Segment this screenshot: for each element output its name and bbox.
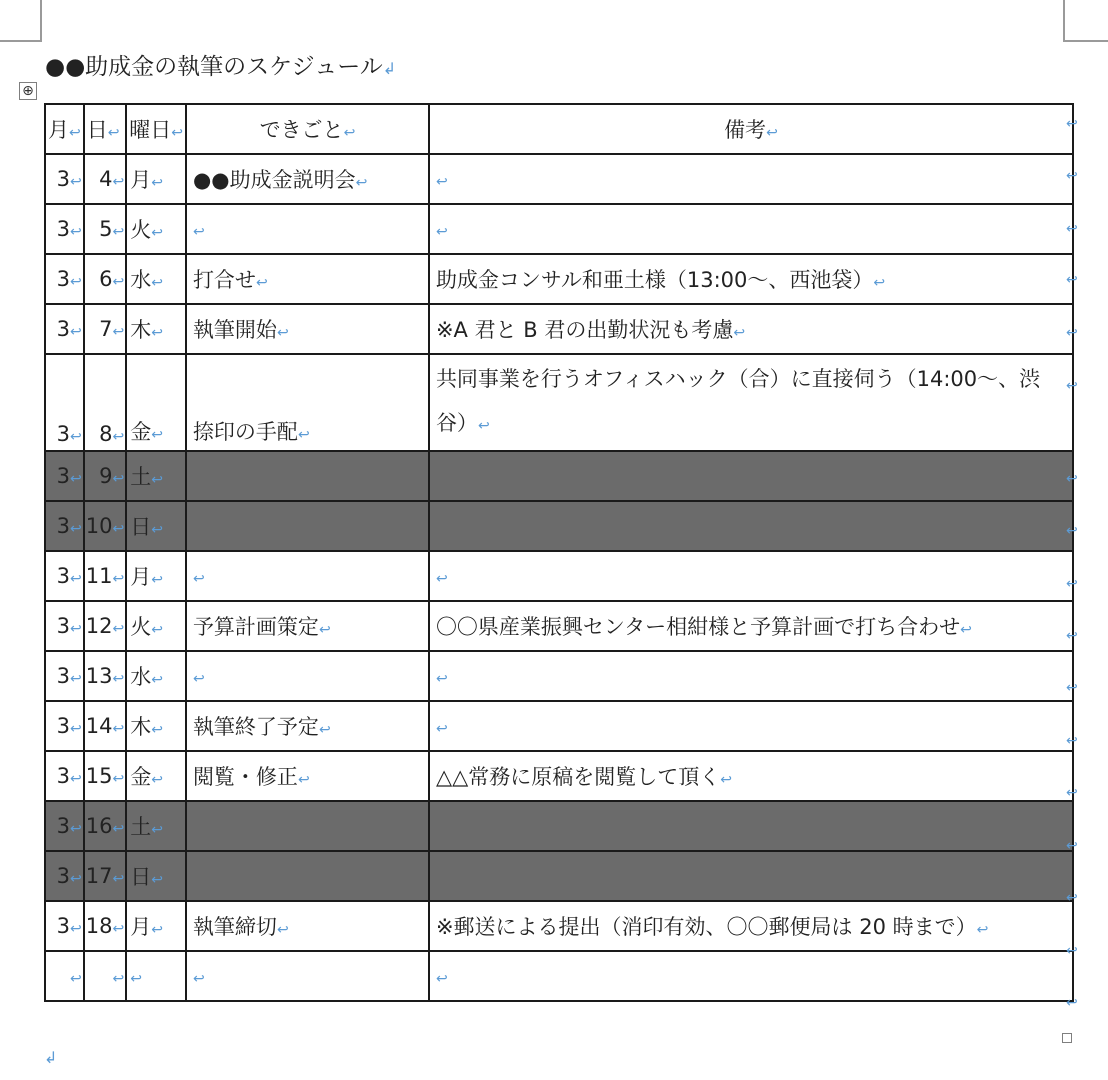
- cell-month-text: 3: [56, 664, 70, 688]
- cell-event-text: 捺印の手配: [192, 420, 298, 444]
- row-end-mark-icon: ↩: [1066, 471, 1078, 487]
- cell-mark-icon: ↩: [766, 125, 778, 141]
- cell-weekday[interactable]: [126, 651, 186, 701]
- cell-note[interactable]: [429, 451, 1073, 501]
- cell-note-text: 〇〇県産業振興センター相紺様と予算計画で打ち合わせ: [435, 615, 961, 639]
- cell-weekday-text: 木: [130, 715, 152, 739]
- crop-mark-top-left-vertical: [40, 0, 42, 42]
- cell-note[interactable]: [429, 901, 1073, 951]
- cell-note-text: 共同事業を行うオフィスハック（合）に直接伺う（14:00〜、渋谷）: [435, 367, 1041, 435]
- table-header-row: [45, 104, 1073, 154]
- table-row: [45, 304, 1073, 354]
- cell-mark-icon: ↩: [70, 671, 82, 687]
- row-end-mark-icon: ↩: [1066, 116, 1078, 132]
- cell-event-text: 閲覧・修正: [192, 765, 298, 789]
- cell-mark-icon: ↩: [70, 771, 82, 787]
- cell-mark-icon: ↩: [435, 971, 448, 987]
- cell-event-text: 打合せ: [192, 268, 256, 292]
- cell-day-text: 12: [85, 614, 113, 638]
- cell-month[interactable]: [45, 851, 84, 901]
- cell-mark-icon: ↩: [112, 971, 125, 987]
- row-end-mark-icon: ↩: [1066, 733, 1078, 749]
- table-row: [45, 501, 1073, 551]
- cell-event[interactable]: [186, 204, 429, 254]
- cell-mark-icon: ↩: [435, 571, 448, 587]
- cell-weekday-text: 木: [130, 318, 152, 342]
- cell-day-text: 5: [99, 217, 113, 241]
- cell-day-text: 10: [85, 514, 113, 538]
- cell-mark-icon: ↩: [151, 672, 163, 688]
- cell-mark-icon: ↩: [151, 275, 163, 291]
- cell-weekday-text: 金: [130, 420, 152, 444]
- table-row: [45, 801, 1073, 851]
- cell-weekday[interactable]: [126, 601, 186, 651]
- cell-month-text: 3: [56, 614, 70, 638]
- cell-event[interactable]: [186, 951, 429, 1001]
- cell-month[interactable]: [45, 951, 84, 1001]
- table-move-handle-icon[interactable]: ⊕: [19, 82, 37, 100]
- table-row: [45, 851, 1073, 901]
- cell-mark-icon: ↩: [435, 721, 448, 737]
- cell-mark-icon: ↩: [151, 922, 163, 938]
- cell-month[interactable]: [45, 651, 84, 701]
- row-end-mark-icon: ↩: [1066, 838, 1078, 854]
- cell-note-text: 助成金コンサル和亜土様（13:00〜、西池袋）: [435, 268, 874, 292]
- cell-event-text: 予算計画策定: [192, 615, 319, 639]
- cell-mark-icon: ↩: [70, 971, 82, 987]
- cell-month[interactable]: [45, 801, 84, 851]
- cell-day[interactable]: [84, 851, 126, 901]
- row-end-mark-icon: ↩: [1066, 325, 1078, 341]
- cell-mark-icon: ↩: [112, 571, 125, 587]
- cell-note[interactable]: [429, 751, 1073, 801]
- cell-month-text: 3: [56, 814, 70, 838]
- cell-mark-icon: ↩: [70, 871, 82, 887]
- cell-month-text: 3: [56, 317, 70, 341]
- cell-mark-icon: ↩: [112, 671, 125, 687]
- cell-mark-icon: ↩: [960, 622, 972, 638]
- cell-day-text: 17: [85, 864, 113, 888]
- cell-weekday-text: 火: [130, 615, 152, 639]
- cell-month-text: 3: [56, 514, 70, 538]
- cell-day[interactable]: [84, 801, 126, 851]
- cell-weekday[interactable]: [126, 801, 186, 851]
- cell-day-text: 6: [99, 267, 113, 291]
- cell-weekday-text: 月: [130, 915, 152, 939]
- cell-day[interactable]: [84, 751, 126, 801]
- row-end-mark-icon: ↩: [1066, 890, 1078, 906]
- cell-mark-icon: ↩: [112, 871, 125, 887]
- cell-mark-icon: ↩: [70, 224, 82, 240]
- cell-mark-icon: ↩: [151, 175, 163, 191]
- cell-mark-icon: ↩: [151, 225, 163, 241]
- cell-mark-icon: ↩: [112, 224, 125, 240]
- cell-weekday[interactable]: [126, 901, 186, 951]
- cell-mark-icon: ↩: [112, 521, 125, 537]
- cell-mark-icon: ↩: [112, 174, 125, 190]
- cell-day[interactable]: [84, 551, 126, 601]
- cell-note[interactable]: [429, 204, 1073, 254]
- cell-mark-icon: ↩: [112, 821, 125, 837]
- row-end-mark-icon: ↩: [1066, 943, 1078, 959]
- cell-mark-icon: ↩: [151, 325, 163, 341]
- cell-mark-icon: ↩: [112, 274, 125, 290]
- cell-weekday[interactable]: [126, 154, 186, 204]
- cell-mark-icon: ↩: [70, 621, 82, 637]
- cell-mark-icon: ↩: [70, 921, 82, 937]
- cell-month-text: 3: [56, 167, 70, 191]
- cell-note-text: ※A 君と B 君の出勤状況も考慮: [435, 318, 734, 342]
- cell-day-text: 9: [99, 464, 113, 488]
- header-cell-weekday[interactable]: 曜日↩: [126, 104, 186, 154]
- cell-day-text: 16: [85, 814, 113, 838]
- cell-weekday-text: 月: [130, 168, 152, 192]
- header-cell-day[interactable]: 日↩: [84, 104, 126, 154]
- cell-event[interactable]: [186, 551, 429, 601]
- cell-month-text: 3: [56, 864, 70, 888]
- cell-mark-icon: ↩: [112, 721, 125, 737]
- cell-event[interactable]: [186, 254, 429, 304]
- cell-mark-icon: ↩: [976, 922, 989, 938]
- cell-day-text: 4: [99, 167, 113, 191]
- cell-day-text: 7: [99, 317, 113, 341]
- row-end-mark-icon: ↩: [1066, 168, 1078, 184]
- row-end-mark-icon: ↩: [1066, 995, 1078, 1011]
- row-end-mark-icon: ↩: [1066, 576, 1078, 592]
- cell-month-text: 3: [56, 217, 70, 241]
- document-title-text: ●●助成金の執筆のスケジュール: [45, 54, 383, 80]
- cell-note[interactable]: [429, 304, 1073, 354]
- table-row: [45, 551, 1073, 601]
- cell-month[interactable]: [45, 501, 84, 551]
- cell-note[interactable]: [429, 551, 1073, 601]
- cell-weekday-text: 日: [130, 865, 152, 889]
- cell-month[interactable]: [45, 751, 84, 801]
- table-resize-handle[interactable]: [1062, 1033, 1072, 1043]
- cell-mark-icon: ↩: [151, 522, 163, 538]
- cell-mark-icon: ↩: [107, 125, 120, 141]
- cell-day[interactable]: [84, 601, 126, 651]
- cell-weekday[interactable]: [126, 204, 186, 254]
- paragraph-mark-icon: ↲: [382, 59, 397, 78]
- header-cell-event[interactable]: できごと↩: [186, 104, 429, 154]
- cell-day[interactable]: [84, 951, 126, 1001]
- crop-mark-top-left-horizontal: [0, 40, 42, 42]
- cell-note[interactable]: [429, 701, 1073, 751]
- table-row: [45, 701, 1073, 751]
- cell-note[interactable]: [429, 501, 1073, 551]
- cell-mark-icon: ↩: [112, 324, 125, 340]
- cell-day[interactable]: [84, 451, 126, 501]
- cell-weekday-text: 水: [130, 665, 152, 689]
- cell-mark-icon: ↩: [171, 125, 183, 141]
- cell-mark-icon: ↩: [297, 427, 310, 443]
- cell-mark-icon: ↩: [720, 772, 732, 788]
- cell-day[interactable]: [84, 901, 126, 951]
- cell-mark-icon: ↩: [477, 418, 490, 434]
- cell-day-text: 11: [85, 564, 113, 588]
- cell-mark-icon: ↩: [192, 571, 205, 587]
- cell-month[interactable]: [45, 254, 84, 304]
- cell-day-text: 15: [85, 764, 113, 788]
- cell-mark-icon: ↩: [151, 472, 163, 488]
- cell-weekday[interactable]: [126, 304, 186, 354]
- cell-mark-icon: ↩: [112, 471, 125, 487]
- cell-weekday[interactable]: [126, 701, 186, 751]
- cell-month-text: 3: [56, 464, 70, 488]
- cell-weekday-text: 土: [130, 815, 152, 839]
- cell-day[interactable]: [84, 204, 126, 254]
- cell-mark-icon: ↩: [70, 571, 82, 587]
- table-row: [45, 951, 1073, 1001]
- cell-mark-icon: ↩: [151, 722, 163, 738]
- row-end-mark-icon: ↩: [1066, 785, 1078, 801]
- cell-mark-icon: ↩: [192, 671, 205, 687]
- cell-event[interactable]: [186, 851, 429, 901]
- cell-event-text: 執筆締切: [192, 915, 277, 939]
- cell-day[interactable]: [84, 701, 126, 751]
- row-end-mark-icon: ↩: [1066, 221, 1078, 237]
- cell-day[interactable]: [84, 304, 126, 354]
- cell-weekday-text: 月: [130, 565, 152, 589]
- cell-day[interactable]: [84, 254, 126, 304]
- cell-mark-icon: ↩: [70, 721, 82, 737]
- cell-weekday[interactable]: [126, 551, 186, 601]
- cell-note-text: ※郵送による提出（消印有効、〇〇郵便局は 20 時まで）: [435, 915, 977, 939]
- cell-month[interactable]: [45, 204, 84, 254]
- cell-mark-icon: ↩: [255, 275, 268, 291]
- cell-note[interactable]: [429, 354, 1073, 451]
- cell-weekday-text: 水: [130, 268, 152, 292]
- cell-weekday[interactable]: [126, 451, 186, 501]
- table-row: [45, 601, 1073, 651]
- row-end-mark-icon: ↩: [1066, 378, 1078, 394]
- cell-weekday[interactable]: [126, 254, 186, 304]
- cell-mark-icon: ↩: [318, 622, 331, 638]
- cell-note[interactable]: [429, 651, 1073, 701]
- cell-event[interactable]: [186, 701, 429, 751]
- cell-month-text: 3: [56, 764, 70, 788]
- cell-mark-icon: ↩: [355, 175, 368, 191]
- cell-weekday[interactable]: [126, 501, 186, 551]
- final-paragraph-mark-icon: ↲: [44, 1048, 58, 1067]
- cell-month[interactable]: [45, 154, 84, 204]
- table-row: [45, 354, 1073, 451]
- cell-note[interactable]: [429, 601, 1073, 651]
- cell-weekday-text: 金: [130, 765, 152, 789]
- cell-event-text: ●●助成金説明会: [192, 168, 356, 192]
- cell-day[interactable]: [84, 501, 126, 551]
- cell-day-text: 13: [85, 664, 113, 688]
- cell-note[interactable]: [429, 851, 1073, 901]
- cell-mark-icon: ↩: [151, 772, 163, 788]
- cell-month[interactable]: [45, 551, 84, 601]
- cell-note[interactable]: [429, 951, 1073, 1001]
- row-end-mark-icon: ↩: [1066, 272, 1078, 288]
- cell-event[interactable]: [186, 354, 429, 451]
- cell-weekday-text: 火: [130, 218, 152, 242]
- cell-day-text: 14: [85, 714, 113, 738]
- table-row: [45, 254, 1073, 304]
- cell-event[interactable]: [186, 154, 429, 204]
- cell-month-text: 3: [56, 422, 70, 446]
- cell-note[interactable]: [429, 801, 1073, 851]
- cell-mark-icon: ↩: [112, 429, 125, 445]
- cell-day-text: 18: [85, 914, 113, 938]
- cell-mark-icon: ↩: [112, 921, 125, 937]
- cell-month-text: 3: [56, 267, 70, 291]
- cell-event-text: 執筆開始: [192, 318, 277, 342]
- crop-mark-top-right-horizontal: [1063, 40, 1108, 42]
- cell-mark-icon: ↩: [70, 174, 82, 190]
- cell-mark-icon: ↩: [151, 872, 163, 888]
- cell-weekday[interactable]: [126, 751, 186, 801]
- cell-day[interactable]: [84, 354, 126, 451]
- schedule-table[interactable]: [44, 103, 1074, 1002]
- cell-mark-icon: ↩: [151, 622, 163, 638]
- cell-mark-icon: ↩: [151, 822, 163, 838]
- table-row: [45, 651, 1073, 701]
- header-cell-month[interactable]: 月↩: [45, 104, 84, 154]
- cell-event-text: 執筆終了予定: [192, 715, 319, 739]
- cell-event[interactable]: [186, 801, 429, 851]
- cell-month-text: 3: [56, 714, 70, 738]
- cell-mark-icon: ↩: [435, 671, 448, 687]
- row-end-mark-icon: ↩: [1066, 628, 1078, 644]
- cell-mark-icon: ↩: [151, 572, 163, 588]
- cell-month[interactable]: [45, 451, 84, 501]
- cell-month-text: 3: [56, 914, 70, 938]
- cell-event[interactable]: [186, 501, 429, 551]
- cell-mark-icon: ↩: [112, 771, 125, 787]
- cell-mark-icon: ↩: [276, 922, 289, 938]
- cell-mark-icon: ↩: [69, 125, 81, 141]
- cell-mark-icon: ↩: [70, 521, 82, 537]
- cell-mark-icon: ↩: [112, 621, 125, 637]
- cell-month[interactable]: [45, 354, 84, 451]
- cell-mark-icon: ↩: [70, 274, 82, 290]
- cell-mark-icon: ↩: [192, 224, 205, 240]
- cell-mark-icon: ↩: [192, 971, 205, 987]
- cell-month[interactable]: [45, 901, 84, 951]
- cell-mark-icon: ↩: [70, 324, 82, 340]
- table-row: [45, 154, 1073, 204]
- cell-mark-icon: ↩: [130, 971, 142, 987]
- cell-mark-icon: ↩: [276, 325, 289, 341]
- cell-mark-icon: ↩: [70, 429, 82, 445]
- cell-mark-icon: ↩: [873, 275, 886, 291]
- cell-event[interactable]: [186, 651, 429, 701]
- cell-mark-icon: ↩: [435, 174, 448, 190]
- cell-event[interactable]: [186, 451, 429, 501]
- row-end-mark-icon: ↩: [1066, 680, 1078, 696]
- header-cell-note[interactable]: 備考↩: [429, 104, 1073, 154]
- cell-event[interactable]: [186, 901, 429, 951]
- cell-weekday[interactable]: [126, 851, 186, 901]
- cell-mark-icon: ↩: [435, 224, 448, 240]
- table-row: [45, 751, 1073, 801]
- table-row: [45, 451, 1073, 501]
- cell-note[interactable]: [429, 254, 1073, 304]
- table-row: [45, 204, 1073, 254]
- cell-mark-icon: ↩: [318, 722, 331, 738]
- document-title[interactable]: [45, 50, 396, 84]
- cell-mark-icon: ↩: [151, 427, 163, 443]
- cell-month-text: 3: [56, 564, 70, 588]
- cell-mark-icon: ↩: [297, 772, 310, 788]
- cell-weekday-text: 土: [130, 465, 152, 489]
- row-end-mark-icon: ↩: [1066, 523, 1078, 539]
- cell-weekday[interactable]: [126, 951, 186, 1001]
- cell-note-text: △△常務に原稿を閲覧して頂く: [435, 765, 721, 789]
- cell-weekday[interactable]: [126, 354, 186, 451]
- cell-month[interactable]: [45, 601, 84, 651]
- cell-month[interactable]: [45, 701, 84, 751]
- cell-mark-icon: ↩: [733, 325, 746, 341]
- cell-mark-icon: ↩: [70, 471, 82, 487]
- crop-mark-top-right-vertical: [1063, 0, 1065, 42]
- cell-weekday-text: 日: [130, 515, 152, 539]
- cell-day[interactable]: [84, 154, 126, 204]
- cell-event[interactable]: [186, 751, 429, 801]
- cell-month[interactable]: [45, 304, 84, 354]
- cell-day[interactable]: [84, 651, 126, 701]
- cell-mark-icon: ↩: [70, 821, 82, 837]
- cell-day-text: 8: [99, 422, 113, 446]
- cell-mark-icon: ↩: [343, 125, 356, 141]
- cell-note[interactable]: [429, 154, 1073, 204]
- cell-event[interactable]: [186, 304, 429, 354]
- cell-event[interactable]: [186, 601, 429, 651]
- table-row: [45, 901, 1073, 951]
